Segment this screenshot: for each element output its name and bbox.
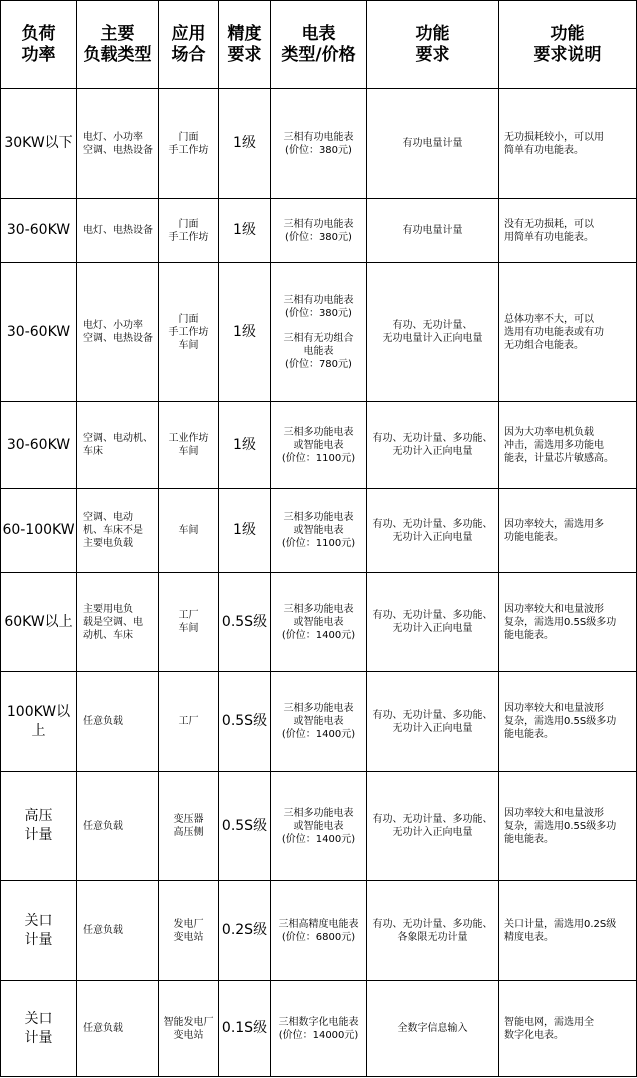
scene-cell: 变压器 高压侧 <box>159 772 219 881</box>
power-cell: 30KW以下 <box>1 89 77 199</box>
function-cell: 有功、无功计量、多功能、 无功计入正向电量 <box>367 672 499 772</box>
load-type-cell: 任意负载 <box>77 672 159 772</box>
table-row <box>1 772 637 881</box>
power-cell: 30-60KW <box>1 199 77 263</box>
header-scene: 应用 场合 <box>159 1 219 89</box>
accuracy-cell: 1级 <box>219 263 271 402</box>
load-type-cell: 空调、电动机、 车床 <box>77 402 159 489</box>
scene-cell: 门面 手工作坊 车间 <box>159 263 219 402</box>
function-cell: 有功、无功计量、多功能、 各象限无功计量 <box>367 881 499 981</box>
meter-cell: 三相有功电能表 (价位：380元) 三相有无功组合 电能表 (价位：780元) <box>271 263 367 402</box>
function-cell: 有功、无功计量、多功能、 无功计入正向电量 <box>367 489 499 573</box>
description-cell: 因功率较大和电量波形 复杂，需选用0.5S级多功 能电能表。 <box>499 772 637 881</box>
header-function: 功能 要求 <box>367 1 499 89</box>
header-accuracy: 精度 要求 <box>219 1 271 89</box>
load-type-cell: 电灯、电热设备 <box>77 199 159 263</box>
scene-cell: 智能发电厂 变电站 <box>159 981 219 1077</box>
accuracy-cell: 1级 <box>219 89 271 199</box>
power-cell: 关口 计量 <box>1 881 77 981</box>
description-cell: 因功率较大，需选用多 功能电能表。 <box>499 489 637 573</box>
meter-cell: 三相有功电能表 (价位：380元) <box>271 199 367 263</box>
header-power: 负荷 功率 <box>1 1 77 89</box>
description-cell: 因功率较大和电量波形 复杂，需选用0.5S级多功 能电能表。 <box>499 672 637 772</box>
function-cell: 全数字信息输入 <box>367 981 499 1077</box>
function-cell: 有功、无功计量、 无功电量计入正向电量 <box>367 263 499 402</box>
accuracy-cell: 0.1S级 <box>219 981 271 1077</box>
description-cell: 因功率较大和电量波形 复杂，需选用0.5S级多功 能电能表。 <box>499 573 637 672</box>
scene-cell: 发电厂 变电站 <box>159 881 219 981</box>
table-row <box>1 573 637 672</box>
power-cell: 30-60KW <box>1 263 77 402</box>
scene-cell: 工厂 <box>159 672 219 772</box>
accuracy-cell: 0.5S级 <box>219 772 271 881</box>
meter-cell: 三相高精度电能表 (价位：6800元) <box>271 881 367 981</box>
power-cell: 60-100KW <box>1 489 77 573</box>
header-function-description: 功能 要求说明 <box>499 1 637 89</box>
meter-cell: 三相多功能电表 或智能电表 (价位：1400元) <box>271 573 367 672</box>
load-type-cell: 电灯、小功率 空调、电热设备 <box>77 263 159 402</box>
accuracy-cell: 1级 <box>219 199 271 263</box>
header-meter-type-price: 电表 类型/价格 <box>271 1 367 89</box>
table-row <box>1 402 637 489</box>
accuracy-cell: 1级 <box>219 489 271 573</box>
power-cell: 100KW以上 <box>1 672 77 772</box>
table-row <box>1 981 637 1077</box>
power-cell: 60KW以上 <box>1 573 77 672</box>
table-row <box>1 89 637 199</box>
table-row <box>1 263 637 402</box>
load-type-cell: 任意负载 <box>77 981 159 1077</box>
load-type-cell: 任意负载 <box>77 881 159 981</box>
meter-cell: 三相多功能电表 或智能电表 (价位：1400元) <box>271 772 367 881</box>
description-cell: 总体功率不大，可以 选用有功电能表或有功 无功组合电能表。 <box>499 263 637 402</box>
function-cell: 有功电量计量 <box>367 199 499 263</box>
accuracy-cell: 0.5S级 <box>219 672 271 772</box>
table-row <box>1 881 637 981</box>
table-row <box>1 199 637 263</box>
load-type-cell: 任意负载 <box>77 772 159 881</box>
meter-cell: 三相多功能电表 或智能电表 (价位：1400元) <box>271 672 367 772</box>
meter-cell: 三相数字化电能表 (价位：14000元) <box>271 981 367 1077</box>
function-cell: 有功电量计量 <box>367 89 499 199</box>
scene-cell: 门面 手工作坊 <box>159 199 219 263</box>
load-type-cell: 空调、电动 机、车床不是 主要电负载 <box>77 489 159 573</box>
table-row <box>1 489 637 573</box>
header-row <box>1 1 637 89</box>
table-row <box>1 672 637 772</box>
meter-cell: 三相多功能电表 或智能电表 (价位：1100元) <box>271 489 367 573</box>
function-cell: 有功、无功计量、多功能、 无功计入正向电量 <box>367 402 499 489</box>
meter-cell: 三相多功能电表 或智能电表 (价位：1100元) <box>271 402 367 489</box>
function-cell: 有功、无功计量、多功能、 无功计入正向电量 <box>367 772 499 881</box>
description-cell: 无功损耗较小，可以用 简单有功电能表。 <box>499 89 637 199</box>
load-type-cell: 主要用电负 载是空调、电 动机、车床 <box>77 573 159 672</box>
description-cell: 关口计量，需选用0.2S级 精度电表。 <box>499 881 637 981</box>
scene-cell: 工业作坊 车间 <box>159 402 219 489</box>
power-cell: 高压 计量 <box>1 772 77 881</box>
description-cell: 因为大功率电机负载 冲击，需选用多功能电 能表，计量芯片敏感高。 <box>499 402 637 489</box>
scene-cell: 工厂 车间 <box>159 573 219 672</box>
header-load-type: 主要 负载类型 <box>77 1 159 89</box>
accuracy-cell: 1级 <box>219 402 271 489</box>
power-cell: 关口 计量 <box>1 981 77 1077</box>
scene-cell: 门面 手工作坊 <box>159 89 219 199</box>
description-cell: 没有无功损耗，可以 用简单有功电能表。 <box>499 199 637 263</box>
power-cell: 30-60KW <box>1 402 77 489</box>
function-cell: 有功、无功计量、多功能、 无功计入正向电量 <box>367 573 499 672</box>
meter-cell: 三相有功电能表 (价位：380元) <box>271 89 367 199</box>
load-type-cell: 电灯、小功率 空调、电热设备 <box>77 89 159 199</box>
description-cell: 智能电网，需选用全 数字化电表。 <box>499 981 637 1077</box>
accuracy-cell: 0.5S级 <box>219 573 271 672</box>
scene-cell: 车间 <box>159 489 219 573</box>
accuracy-cell: 0.2S级 <box>219 881 271 981</box>
